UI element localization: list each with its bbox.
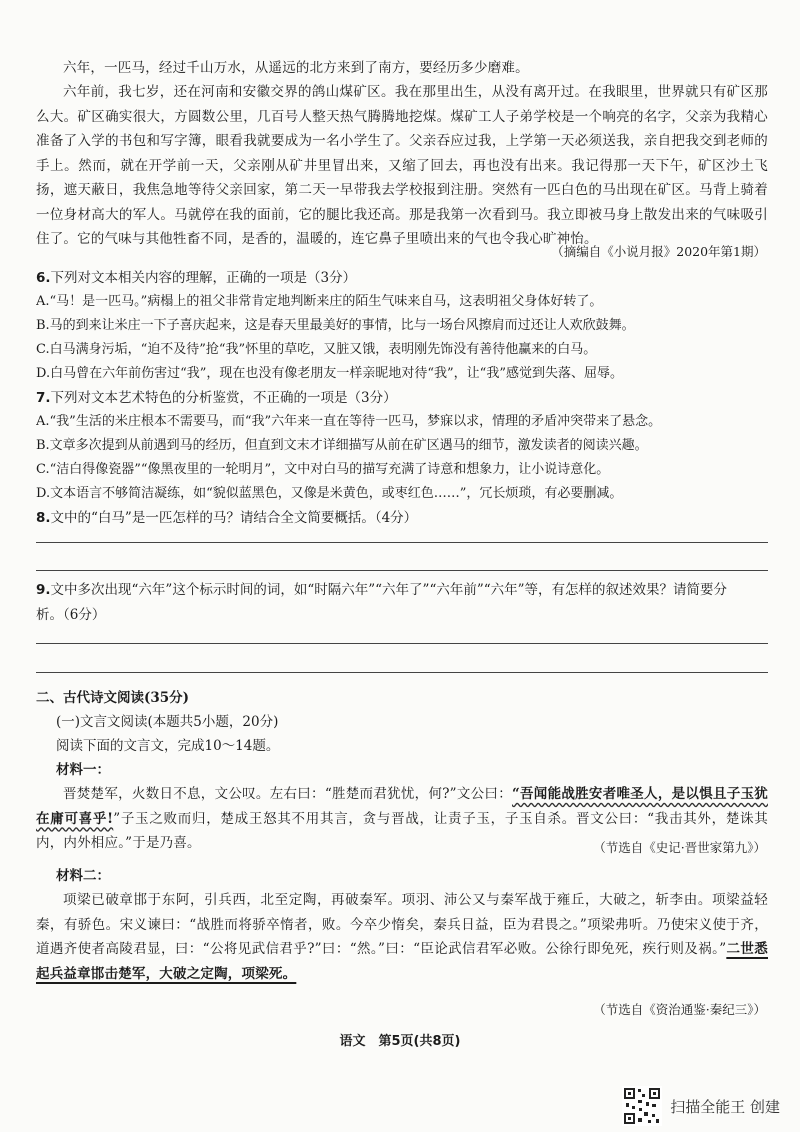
question-8-text: 文中的“白马”是一匹怎样的马？请结合全文简要概括。（4分） (50, 510, 418, 526)
question-6-text: 下列对文本相关内容的理解，正确的一项是（3分） (50, 270, 357, 286)
question-9-stem (36, 578, 776, 627)
answer-line-q9-2[interactable] (36, 672, 768, 673)
material-1-label: 材料一： (56, 762, 110, 778)
q6-option-a: A.“马！是一匹马。”病榻上的祖父非常肯定地判断来庄的陌生气味来自马，这表明祖父身体好转了。 (36, 294, 603, 309)
material-1-source: （节选自《史记·晋世家第九》） (593, 840, 766, 855)
answer-line-q8-1[interactable] (36, 542, 768, 543)
section-2-title: 二、古代诗文阅读(35分) (36, 690, 190, 706)
question-9-number: 9. (36, 582, 51, 598)
q6-option-c: C.白马满身污垢，“迫不及待”抢“我”怀里的草吃，又脏又饿，表明刚先饰没有善待他赢来的白马。 (36, 342, 597, 357)
material-1-post: ”子玉之败而归，楚成王怒其不用其言，贪与晋战，让责子玉，子玉自杀。晋文公曰：“我击其外，楚诛其内，内外相应。”于是乃喜。 (36, 810, 768, 851)
material-1-pre: 晋焚楚军，火数日不息，文公叹。左右曰：“胜楚而君犹忧，何?”文公曰： (63, 786, 512, 802)
qr-code-icon (622, 1086, 662, 1126)
answer-line-q9-1[interactable] (36, 643, 768, 644)
section-2-instruction: 阅读下面的文言文，完成10～14题。 (56, 738, 280, 754)
question-6-number: 6. (36, 270, 51, 286)
passage-paragraph-1: 六年，一匹马，经过千山万水，从遥远的北方来到了南方，要经历多少磨难。 (63, 60, 529, 76)
scanner-watermark-text: 扫描全能王 创建 (670, 1097, 780, 1116)
material-1-underlined-sentence: “吾闻能战胜安者唯圣人，是以惧且子玉犹在庸可喜乎! (36, 786, 768, 827)
question-8-number: 8. (36, 510, 51, 526)
q7-option-b: B.文章多次提到从前遇到马的经历，但直到文末才详细描写从前在矿区遇马的细节，激发读者的阅读兴趣。 (36, 438, 648, 453)
passage-source: （摘编自《小说月报》2020年第1期） (551, 244, 766, 259)
question-9-text-line1: 文中多次出现“六年”这个标示时间的词，如“时隔六年”“六年了”“六年前”“六年”等，有怎样的叙述效果？请简要分 (50, 582, 728, 598)
material-2-pre: 项梁已破章邯于东阿，引兵西，北至定陶，再破秦军。项羽、沛公又与秦军战于雍丘，大破之，斩李由。项梁益轻秦，有骄色。宋义谏曰：“战胜而将骄卒惰者，败。今卒少惰矣，秦兵日益，臣为君畏之。”项梁弗听。乃使宋义使于齐，道遇齐使者高陵君显，曰：“公将见武信君乎?”曰：“然。”曰：“臣论武信君军必败。公徐行即免死，疾行则及祸。” (36, 892, 768, 957)
question-6-stem (36, 266, 776, 291)
q7-option-d: D.文本语言不够简洁凝练，如“貌似蓝黑色，又像是米黄色，或枣红色……”，冗长烦琐，有必要删减。 (36, 486, 623, 501)
passage-paragraph-2: 六年前，我七岁，还在河南和安徽交界的鸽山煤矿区。我在那里出生，从没有离开过。在我眼里，世界就只有矿区那么大。矿区确实很大，方圆数公里，几百号人整天热气腾腾地挖煤。煤矿工人子弟学校是一个响亮的名字，父亲为我精心准备了入学的书包和写字簿，眼看我就要成为一名小学生了。父亲吞应过我，上学第一天必须送我，亲自把我交到老师的手上。然而，就在开学前一天，父亲刚从矿井里冒出来，又缩了回去，再也没有出来。我记得那一天下午，矿区沙土飞扬，遮天蔽日，我焦急地等待父亲回家，第二天一早带我去学校报到注册。突然有一匹白色的马出现在矿区。马背上骑着一位身材高大的军人。马就停在我的面前，它的腿比我还高。那是我第一次看到马。我立即被马身上散发出来的气味吸引住了。它的气味与其他牲畜不同，是香的，温暖的，连它鼻子里喷出来的气也令我心旷神怡。 (36, 84, 768, 247)
answer-line-q8-2[interactable] (36, 570, 768, 571)
question-7-number: 7. (36, 390, 51, 406)
question-7-text: 下列对文本艺术特色的分析鉴赏，不正确的一项是（3分） (50, 390, 397, 406)
scanner-watermark (622, 1086, 780, 1126)
question-7-stem (36, 386, 776, 411)
material-2-source: （节选自《资治通鉴·秦纪三》） (593, 1002, 766, 1017)
page-footer: 语文 第5页(共8页) (339, 1034, 461, 1049)
question-9-text-line2: 析。（6分） (36, 606, 106, 623)
q7-option-c: C.“洁白得像瓷器”“像黑夜里的一轮明月”，文中对白马的描写充满了诗意和想象力，让小说诗意化。 (36, 462, 610, 477)
section-2-subtitle: (一)文言文阅读(本题共5小题，20分) (56, 714, 279, 730)
q6-option-b: B.马的到来让米庄一下子喜庆起来，这是春天里最美好的事情，比与一场台风擦肩而过还让人欢欣鼓舞。 (36, 318, 635, 333)
material-2-underlined-sentence: 二世悉起兵益章邯击楚军，大破之定陶，项梁死。 (36, 941, 768, 982)
material-2-text (36, 888, 768, 986)
q7-option-a: A.“我”生活的米庄根本不需要马，而“我”六年来一直在等待一匹马，梦寐以求，情理的矛盾冲突带来了悬念。 (36, 414, 662, 429)
material-2-label: 材料二： (56, 868, 110, 884)
q6-option-d: D.白马曾在六年前伤害过“我”，现在也没有像老朋友一样亲昵地对待“我”，让“我”感觉到失落、屈辱。 (36, 366, 623, 381)
question-8-stem (36, 506, 776, 531)
